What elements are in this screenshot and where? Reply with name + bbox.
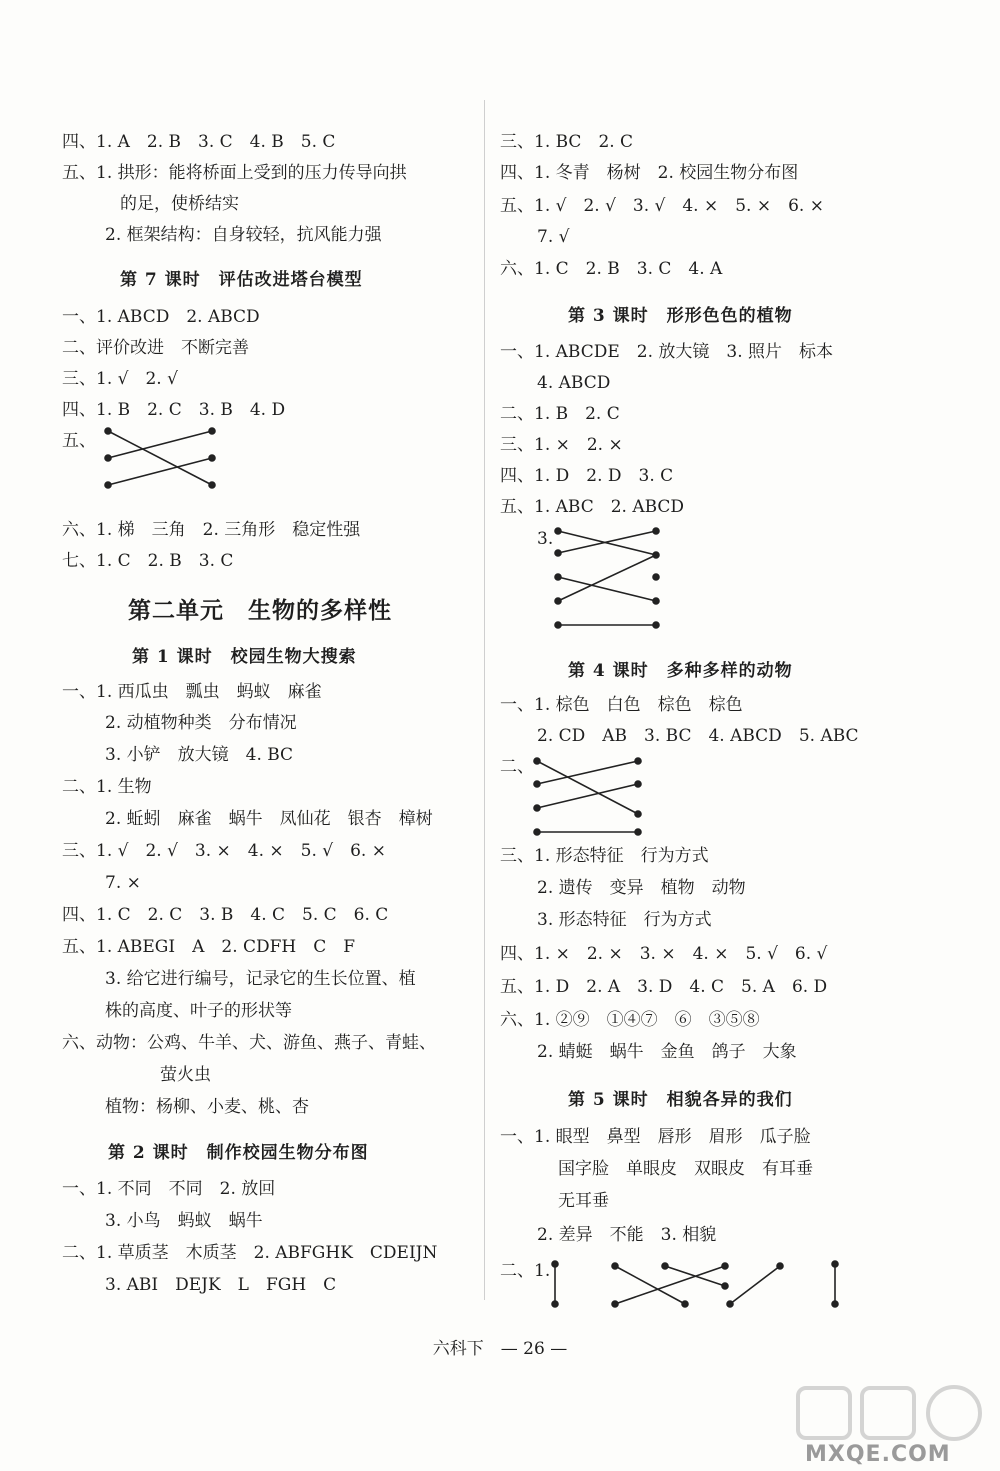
- answer-line: 7. √: [537, 227, 570, 247]
- answer-line: 7. ×: [105, 873, 141, 893]
- answer-line: 二、1. 生物: [62, 777, 152, 797]
- answer-line: 2. 蚯蚓 麻雀 蜗牛 凤仙花 银杏 樟树: [105, 809, 433, 829]
- answer-line: 六、1. C 2. B 3. C 4. A: [500, 259, 723, 279]
- answer-line: 国字脸 单眼皮 双眼皮 有耳垂: [558, 1159, 813, 1179]
- answer-line: 2. 蜻蜓 蜗牛 金鱼 鸽子 大象: [537, 1042, 797, 1062]
- answer-line: 3.: [537, 529, 554, 549]
- answer-line: 六、1. 梯 三角 2. 三角形 稳定性强: [62, 520, 361, 540]
- watermark-text: MXQE.COM: [805, 1442, 951, 1467]
- answer-line: 五、: [62, 431, 96, 451]
- answer-line: 三、1. × 2. ×: [500, 435, 623, 455]
- matching-diagram: [100, 425, 225, 510]
- answer-line: 2. 框架结构：自身较轻，抗风能力强: [105, 225, 382, 245]
- answer-line: 五、1. ABEGI A 2. CDFH C F: [62, 937, 356, 957]
- answer-line: 五、1. √ 2. √ 3. √ 4. × 5. × 6. ×: [500, 196, 824, 216]
- answer-line: 四、1. 冬青 杨树 2. 校园生物分布图: [500, 163, 799, 183]
- answer-line: 六、1. ②⑨ ①④⑦ ⑥ ③⑤⑧: [500, 1010, 760, 1030]
- lesson-title: 第 7 课时 评估改进塔台模型: [120, 270, 363, 290]
- answer-line: 二、评价改进 不断完善: [62, 338, 249, 358]
- matching-diagram: [545, 1260, 845, 1310]
- answer-line: 3. 形态特征 行为方式: [537, 910, 712, 930]
- column-divider: [484, 100, 485, 1300]
- answer-line: 五、1. ABC 2. ABCD: [500, 497, 685, 517]
- answer-line: 无耳垂: [558, 1191, 609, 1211]
- answer-line: 萤火虫: [160, 1065, 211, 1085]
- answer-line: 3. 给它进行编号，记录它的生长位置、植: [105, 969, 416, 989]
- answer-line: 二、1. B 2. C: [500, 404, 620, 424]
- answer-line: 的足，使桥结实: [120, 194, 239, 214]
- answer-line: 植物：杨柳、小麦、桃、杏: [105, 1097, 309, 1117]
- answer-line: 四、1. × 2. × 3. × 4. × 5. √ 6. √: [500, 944, 828, 964]
- answer-line: 二、1. 草质茎 木质茎 2. ABFGHK CDEIJN: [62, 1243, 438, 1263]
- answer-line: 3. ABI DEJK L FGH C: [105, 1275, 337, 1295]
- matching-diagram: [532, 756, 647, 841]
- answer-line: 二、1.: [500, 1261, 551, 1281]
- answer-line: 一、1. 不同 不同 2. 放回: [62, 1179, 276, 1199]
- answer-line: 三、1. √ 2. √: [62, 369, 178, 389]
- unit-title: 第二单元 生物的多样性: [128, 597, 392, 624]
- answer-line: 一、1. 眼型 鼻型 唇形 眉形 瓜子脸: [500, 1127, 811, 1147]
- answer-line: 二、: [500, 757, 534, 777]
- matching-diagram: [552, 527, 662, 632]
- answer-line: 三、1. √ 2. √ 3. × 4. × 5. √ 6. ×: [62, 841, 386, 861]
- answer-line: 四、1. D 2. D 3. C: [500, 466, 674, 486]
- answer-line: 五、1. D 2. A 3. D 4. C 5. A 6. D: [500, 977, 828, 997]
- lesson-title: 第 3 课时 形形色色的植物: [568, 306, 793, 326]
- answer-line: 2. CD AB 3. BC 4. ABCD 5. ABC: [537, 726, 859, 746]
- answer-line: 四、1. A 2. B 3. C 4. B 5. C: [62, 132, 336, 152]
- answer-line: 3. 小铲 放大镜 4. BC: [105, 745, 294, 765]
- answer-line: 六、动物：公鸡、牛羊、犬、游鱼、燕子、青蛙、: [62, 1033, 436, 1053]
- answer-line: 一、1. 棕色 白色 棕色 棕色: [500, 695, 743, 715]
- answer-line: 三、1. 形态特征 行为方式: [500, 846, 709, 866]
- answer-line: 四、1. B 2. C 3. B 4. D: [62, 400, 286, 420]
- lesson-title: 第 4 课时 多种多样的动物: [568, 661, 793, 681]
- answer-line: 4. ABCD: [537, 373, 611, 393]
- answer-line: 三、1. BC 2. C: [500, 132, 634, 152]
- answer-line: 七、1. C 2. B 3. C: [62, 551, 234, 571]
- page-footer: 六科下 — 26 —: [432, 1339, 568, 1359]
- lesson-title: 第 5 课时 相貌各异的我们: [568, 1090, 793, 1110]
- answer-line: 一、1. ABCD 2. ABCD: [62, 307, 260, 327]
- answer-line: 四、1. C 2. C 3. B 4. C 5. C 6. C: [62, 905, 389, 925]
- answer-line: 株的高度、叶子的形状等: [105, 1001, 292, 1021]
- lesson-title: 第 2 课时 制作校园生物分布图: [108, 1143, 369, 1163]
- answer-line: 2. 差异 不能 3. 相貌: [537, 1225, 717, 1245]
- answer-line: 2. 遗传 变异 植物 动物: [537, 878, 746, 898]
- answer-line: 五、1. 拱形：能将桥面上受到的压力传导向拱: [62, 163, 407, 183]
- answer-line: 3. 小鸟 蚂蚁 蜗牛: [105, 1211, 263, 1231]
- answer-line: 一、1. ABCDE 2. 放大镜 3. 照片 标本: [500, 342, 834, 362]
- lesson-title: 第 1 课时 校园生物大搜索: [132, 647, 357, 667]
- answer-line: 一、1. 西瓜虫 瓢虫 蚂蚁 麻雀: [62, 682, 322, 702]
- answer-line: 2. 动植物种类 分布情况: [105, 713, 297, 733]
